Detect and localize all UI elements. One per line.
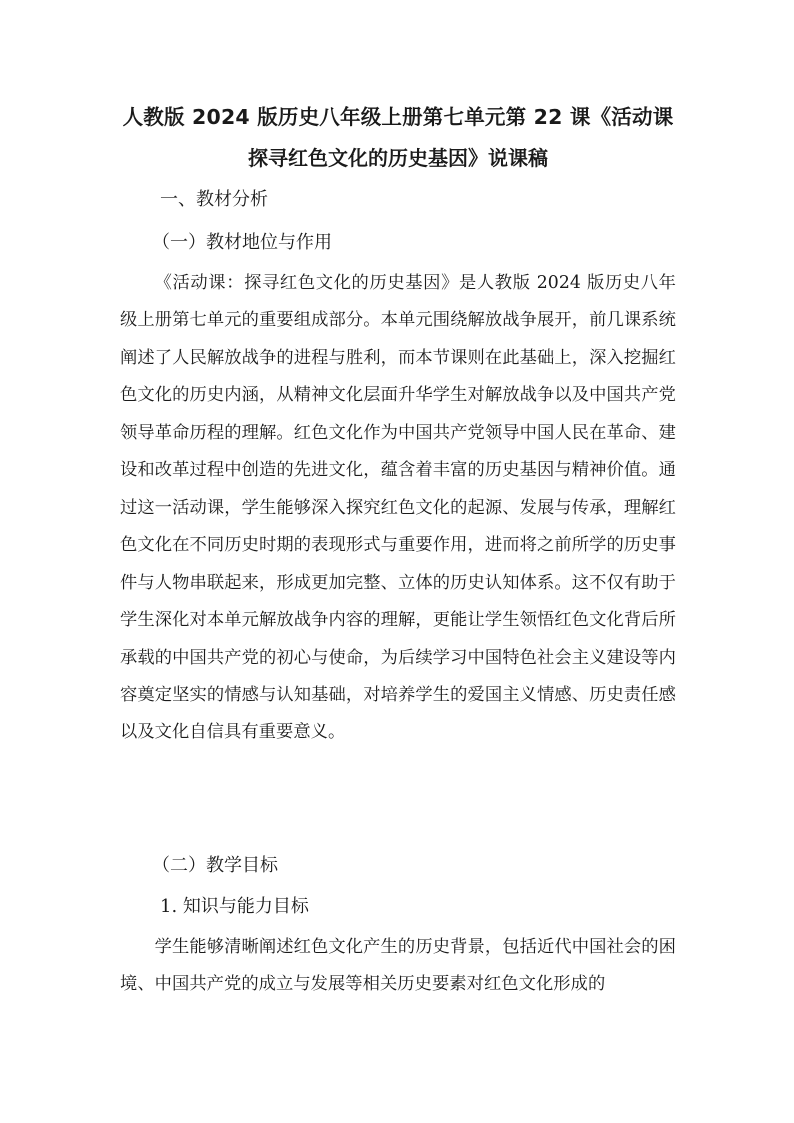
subsection-heading-teaching-goals: （二）教学目标	[152, 855, 278, 876]
document-title-line1: 人教版 2024 版历史八年级上册第七单元第 22 课《活动课	[122, 105, 674, 129]
section-heading-textbook-analysis: 一、教材分析	[160, 189, 268, 210]
item-heading-knowledge-ability: 1. 知识与能力目标	[160, 896, 309, 917]
paragraph-knowledge-ability: 学生能够清晰阐述红色文化产生的历史背景，包括近代中国社会的困境、中国共产党的成立与发展等相关历史要素对红色文化形成的	[120, 937, 676, 995]
paragraph-position-role: 《活动课：探寻红色文化的历史基因》是人教版 2024 版历史八年级上册第七单元的重要组成部分。本单元围绕解放战争展开，前几课系统阐述了人民解放战争的进程与胜利，而本节课则在此基础上，深入挖掘红色文化的历史内涵，从精神文化层面升华学生对解放战争以及中国共产党领导革命历程的理解。红色文化作为中国共产党领导中国人民在革命、建设和改革过程中创造的先进文化，蕴含着丰富的历史基因与精神价值。通过这一活动课，学生能够深入探究红色文化的起源、发展与传承，理解红色文化在不同历史时期的表现形式与重要作用，进而将之前所学的历史事件与人物串联起来，形成更加完整、立体的历史认知体系。这不仅有助于学生深化对本单元解放战争内容的理解，更能让学生领悟红色文化背后所承载的中国共产党的初心与使命，为后续学习中国特色社会主义建设等内容奠定坚实的情感与认知基础，对培养学生的爱国主义情感、历史责任感以及文化自信具有重要意义。	[120, 273, 676, 743]
subsection-heading-position-role: （一）教材地位与作用	[152, 232, 332, 253]
document-title-line2: 探寻红色文化的历史基因》说课稿	[248, 146, 548, 170]
